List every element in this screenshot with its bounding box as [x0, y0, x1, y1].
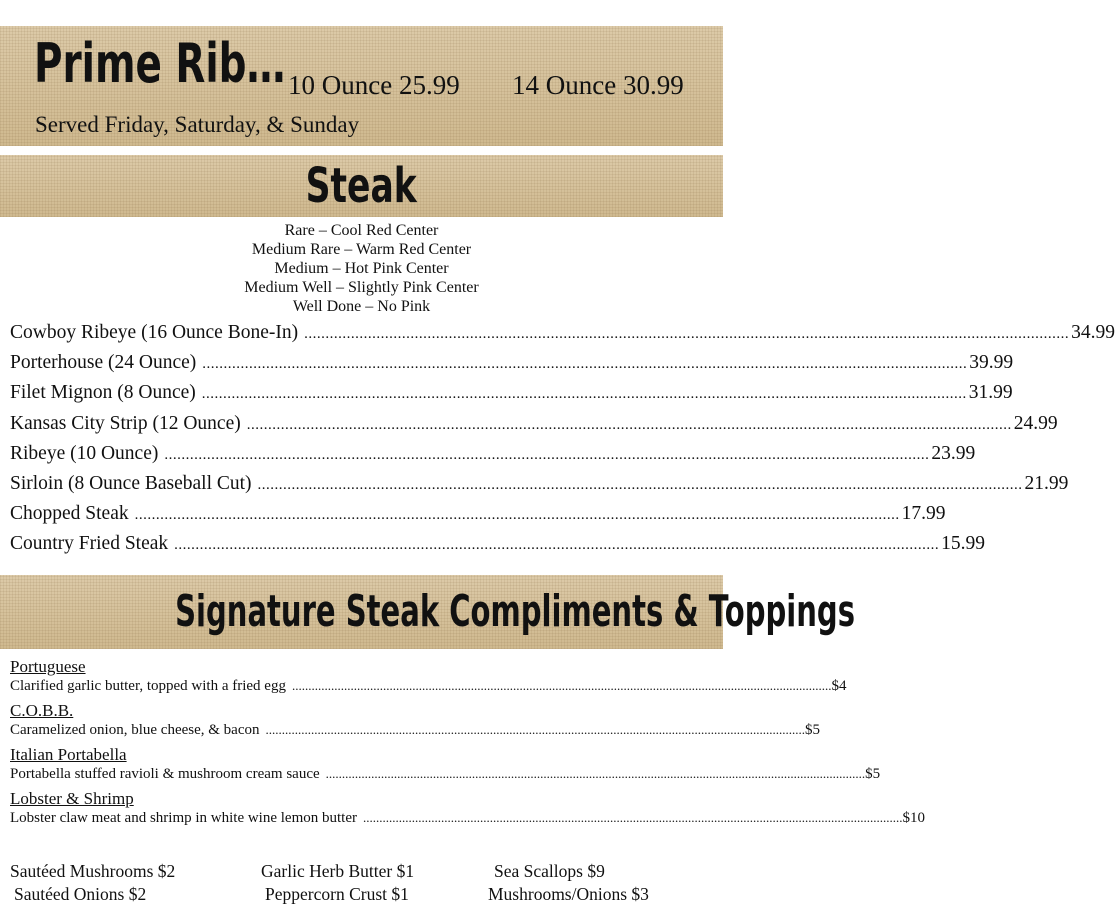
doneness-line: Rare – Cool Red Center	[284, 222, 439, 239]
menu-item	[10, 412, 1058, 443]
dot-leader	[258, 477, 1023, 494]
menu-item-price: 31.99	[968, 382, 1013, 404]
steak-banner	[0, 155, 723, 217]
menu-item	[10, 533, 986, 563]
dot-leader	[363, 809, 903, 827]
doneness-line: Medium – Hot Pink Center	[274, 260, 449, 277]
menu-item	[10, 472, 1069, 503]
dot-leader	[266, 721, 806, 739]
menu-item	[10, 322, 1115, 352]
menu-item-name: Sirloin (8 Ounce Baseball Cut)	[10, 472, 252, 494]
dot-leader	[135, 507, 900, 524]
topping-name: C.O.B.B.	[10, 701, 74, 720]
prime-rib-banner	[0, 26, 723, 146]
signature-section-title: Signature Steak Compliments & Toppings	[175, 586, 855, 637]
topping-item	[10, 701, 820, 739]
dot-leader	[292, 677, 832, 695]
menu-item-price: 21.99	[1024, 472, 1069, 494]
extra-item: Sautéed Onions $2	[14, 884, 147, 904]
extra-item: Sautéed Mushrooms $2	[10, 861, 176, 881]
steak-section-title: Steak	[305, 158, 418, 214]
topping-name: Italian Portabella	[10, 745, 127, 764]
steak-menu-list	[10, 322, 1115, 564]
topping-price: $4	[831, 678, 847, 694]
topping-item	[10, 745, 881, 783]
menu-item-price: 34.99	[1071, 322, 1115, 343]
dot-leader	[164, 447, 929, 464]
menu-item	[10, 352, 1014, 382]
extra-item: Garlic Herb Butter $1	[261, 861, 415, 881]
menu-item-price: 15.99	[941, 533, 986, 555]
dot-leader	[202, 386, 967, 403]
topping-description: Lobster claw meat and shrimp in white wine lemon butter	[10, 810, 357, 826]
dot-leader	[202, 356, 967, 373]
menu-item-name: Ribeye (10 Ounce)	[10, 442, 159, 464]
menu-item	[10, 442, 976, 473]
prime-rib-served-days: Served Friday, Saturday, & Sunday	[35, 112, 360, 137]
prime-rib-price-10oz: 10 Ounce 25.99	[288, 70, 460, 100]
topping-name: Lobster & Shrimp	[10, 789, 134, 808]
menu-item	[10, 503, 946, 533]
menu-item-price: 17.99	[901, 503, 946, 525]
extra-item: Sea Scallops $9	[494, 861, 605, 881]
prime-rib-price-14oz: 14 Ounce 30.99	[512, 70, 684, 100]
topping-description: Portabella stuffed ravioli & mushroom cream sauce	[10, 766, 320, 782]
menu-item-name: Chopped Steak	[10, 503, 129, 525]
dot-leader	[326, 765, 866, 783]
menu-item-name: Kansas City Strip (12 Ounce)	[10, 412, 241, 434]
topping-price: $5	[805, 722, 820, 738]
topping-name: Portuguese	[10, 657, 86, 676]
topping-description: Clarified garlic butter, topped with a fried egg	[10, 678, 286, 694]
menu-item-name: Cowboy Ribeye (16 Ounce Bone-In)	[10, 322, 299, 343]
menu-item-name: Country Fried Steak	[10, 533, 169, 555]
dot-leader	[174, 537, 939, 554]
topping-price: $10	[902, 810, 925, 826]
menu-item-name: Filet Mignon (8 Ounce)	[10, 382, 196, 404]
topping-item	[10, 789, 925, 827]
extra-item: Mushrooms/Onions $3	[488, 884, 649, 904]
extra-item: Peppercorn Crust $1	[265, 884, 409, 904]
dot-leader	[247, 417, 1012, 434]
menu-item	[10, 382, 1013, 412]
doneness-line: Medium Well – Slightly Pink Center	[244, 279, 479, 296]
toppings-list	[10, 657, 925, 833]
topping-price: $5	[865, 766, 881, 782]
doneness-guide	[0, 221, 723, 316]
menu-item-price: 24.99	[1013, 412, 1058, 434]
topping-description: Caramelized onion, blue cheese, & bacon	[10, 722, 260, 738]
menu-item-price: 39.99	[969, 352, 1014, 374]
signature-banner	[0, 575, 855, 649]
menu-item-name: Porterhouse (24 Ounce)	[10, 352, 197, 374]
dot-leader	[304, 326, 1069, 343]
prime-rib-title: Prime Rib…	[34, 32, 286, 95]
menu-item-price: 23.99	[931, 442, 976, 464]
doneness-line: Medium Rare – Warm Red Center	[251, 241, 472, 258]
doneness-line: Well Done – No Pink	[292, 298, 431, 315]
topping-item	[10, 657, 847, 695]
